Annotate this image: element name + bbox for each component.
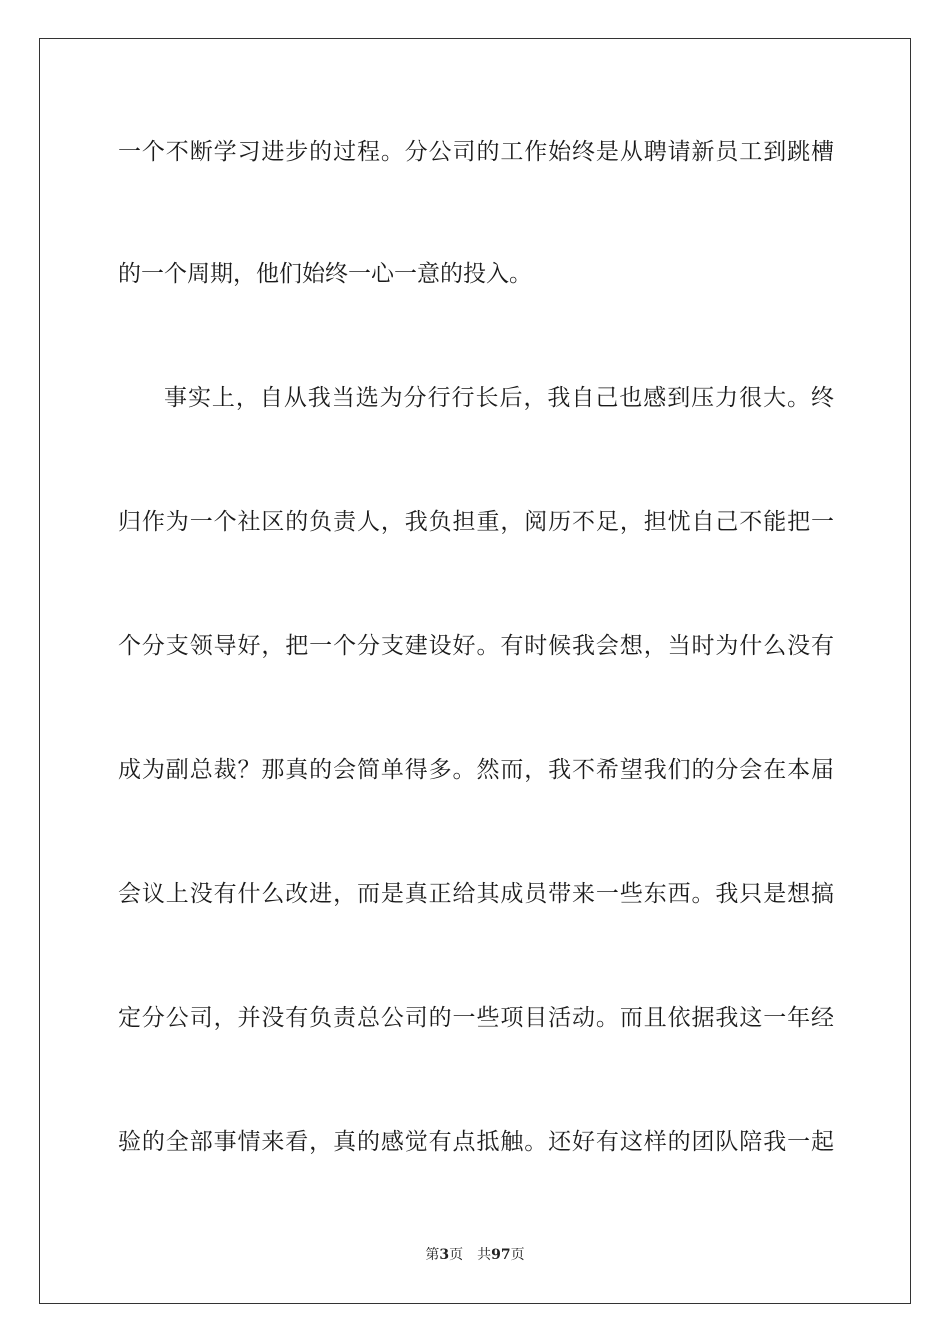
page-frame — [39, 38, 911, 1304]
text-line-3: 事实上，自从我当选为分行行长后，我自己也感到压力很大。终 — [164, 385, 834, 411]
page-suffix: 页 — [449, 1247, 464, 1263]
text-line-7: 会议上没有什么改进，而是真正给其成员带来一些东西。我只是想搞 — [118, 881, 834, 907]
text-line-5: 个分支领导好，把一个分支建设好。有时候我会想，当时为什么没有 — [118, 633, 834, 659]
text-line-8: 定分公司，并没有负责总公司的一些项目活动。而且依据我这一年经 — [118, 1005, 834, 1031]
text-line-2: 的一个周期，他们始终一心一意的投入。 — [118, 261, 532, 287]
text-line-4: 归作为一个社区的负责人，我负担重，阅历不足，担忧自己不能把一 — [118, 509, 834, 535]
page-footer — [0, 1246, 950, 1264]
total-pages: 97 — [491, 1247, 511, 1263]
text-line-9: 验的全部事情来看，真的感觉有点抵触。还好有这样的团队陪我一起 — [118, 1129, 834, 1155]
page-number: 3 — [439, 1247, 450, 1263]
text-line-6: 成为副总裁？那真的会简单得多。然而，我不希望我们的分会在本届 — [118, 757, 834, 783]
text-line-1: 一个不断学习进步的过程。分公司的工作始终是从聘请新员工到跳槽 — [118, 139, 834, 165]
total-prefix: 共 — [477, 1247, 492, 1263]
total-suffix: 页 — [510, 1247, 525, 1263]
page-prefix: 第 — [425, 1247, 440, 1263]
